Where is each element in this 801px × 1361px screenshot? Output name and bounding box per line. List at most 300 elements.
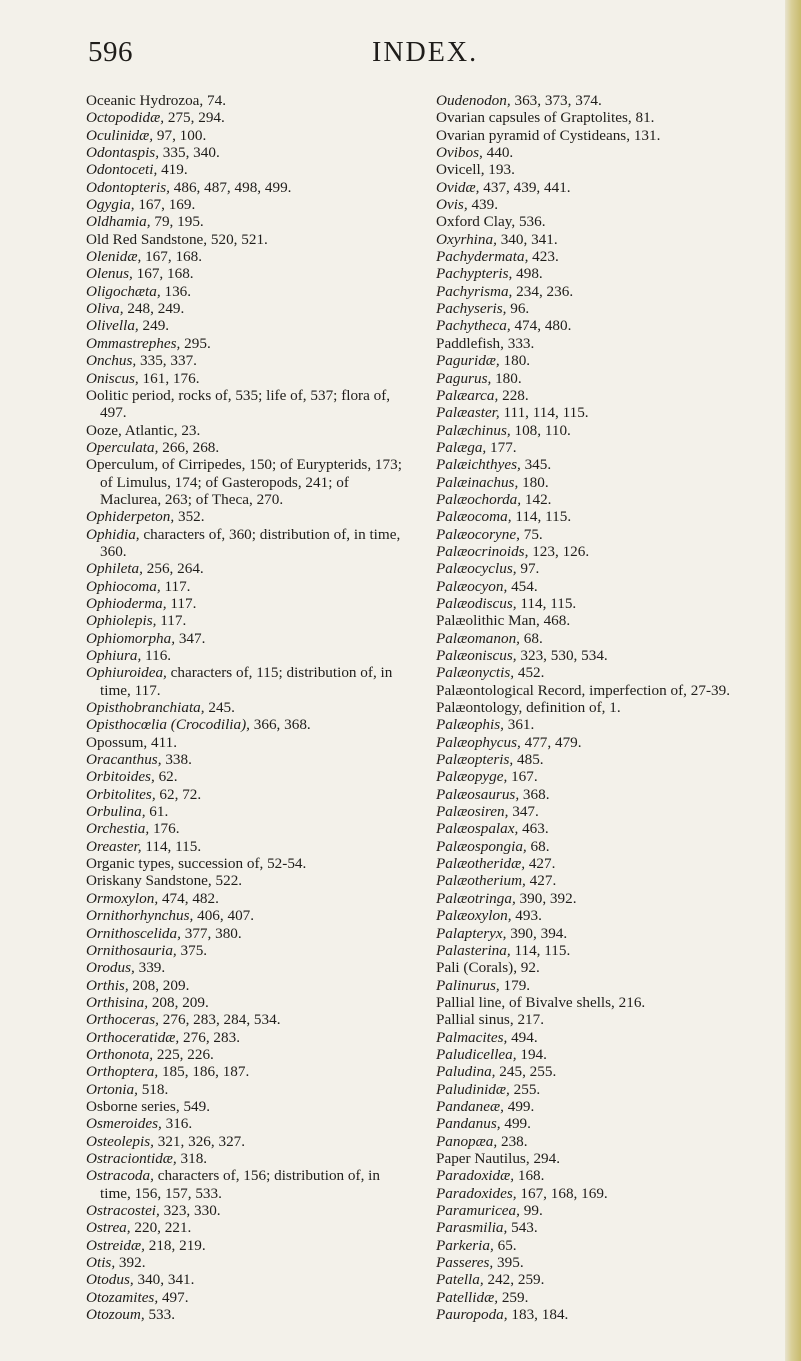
index-page-refs: 318. [176, 1149, 208, 1167]
index-page-refs: of Cirripedes, 150; of Eurypterids, 173; of Limulus, 174; of Gasteropods, 241; of Maclurea, 263; of Theca, 270. [100, 456, 402, 508]
index-page-refs: 395. [493, 1254, 524, 1272]
index-term: Ovibos, [436, 144, 483, 162]
index-term: Operculum, [86, 456, 159, 474]
index-entry [86, 1219, 411, 1236]
index-entry [436, 1167, 772, 1184]
index-entry [436, 907, 772, 924]
index-page-refs: 377, 380. [180, 924, 242, 942]
index-term: Opossum, [86, 733, 148, 751]
index-page-refs: 131. [630, 126, 661, 144]
index-term: Ovarian pyramid of Cystideans, [436, 126, 631, 144]
index-entry [436, 942, 772, 959]
index-page-refs: 276, 283, 284, 534. [158, 1011, 281, 1029]
index-page-refs: 123, 126. [528, 542, 590, 560]
index-term: Orbulina, [86, 803, 146, 821]
index-term: Oracanthus, [86, 751, 162, 769]
index-page-refs: 366, 368. [249, 716, 311, 734]
index-term: Ophiocoma, [86, 577, 161, 595]
index-page-refs: 347. [175, 629, 206, 647]
index-term: Passeres, [436, 1254, 494, 1272]
index-term: Otis, [86, 1254, 116, 1272]
index-page-refs: 218, 219. [144, 1236, 206, 1254]
index-term: Palmacites, [436, 1028, 508, 1046]
index-entry [86, 526, 411, 561]
index-entry [436, 127, 772, 144]
index-entry [436, 734, 772, 751]
index-entry [436, 595, 772, 612]
index-term: Ostrea, [86, 1219, 131, 1237]
index-entry [86, 1081, 411, 1098]
index-term: Oceanic Hydrozoa, [86, 92, 204, 109]
index-entry [436, 265, 772, 282]
index-term: Oudenodon, [436, 92, 511, 109]
index-entry [86, 1306, 411, 1323]
index-term: Palasterina, [436, 941, 511, 959]
index-term: Palæotherium, [436, 872, 526, 890]
index-page-refs: 185, 186, 187. [158, 1063, 250, 1081]
index-entry [86, 872, 411, 889]
index-entry [86, 630, 411, 647]
index-entry [436, 283, 772, 300]
index-page-refs: 340, 341. [496, 230, 558, 248]
index-page-refs: 167, 168, 169. [516, 1184, 608, 1202]
index-page-refs: 68. [526, 837, 550, 855]
index-term: Pandanus, [436, 1115, 501, 1133]
index-entry [436, 578, 772, 595]
index-page-refs: 347. [508, 803, 539, 821]
index-page-refs: 419. [157, 161, 188, 179]
index-entry [86, 387, 411, 422]
index-entry [86, 595, 411, 612]
index-term: Palæotheridæ, [436, 855, 526, 873]
index-entry [86, 560, 411, 577]
index-entry [86, 248, 411, 265]
index-entry [86, 92, 411, 109]
index-entry [86, 768, 411, 785]
index-entry [436, 768, 772, 785]
index-term: Orthoceratidæ, [86, 1028, 180, 1046]
index-term: Parkeria, [436, 1236, 494, 1254]
index-page-refs: 259. [498, 1288, 529, 1306]
index-page-refs: 266, 268. [158, 438, 220, 456]
index-page-refs: 275, 294. [164, 109, 225, 127]
index-entry [86, 977, 411, 994]
index-page-refs: 208, 209. [128, 976, 190, 994]
index-term: Pauropoda, [436, 1306, 508, 1324]
index-page-refs: 392. [115, 1254, 146, 1272]
index-term: Osteolepis, [86, 1132, 154, 1150]
index-entry [436, 1046, 772, 1063]
index-page-refs: 114, 115. [141, 837, 202, 855]
index-entry [436, 872, 772, 889]
index-entry [436, 977, 772, 994]
page-number: 596 [88, 36, 133, 68]
index-term: Oxford Clay, [436, 213, 516, 231]
index-entry [436, 248, 772, 265]
index-entry [436, 335, 772, 352]
index-term: Orthonota, [86, 1045, 154, 1063]
index-entry [86, 1167, 411, 1202]
index-term: Pagurus, [436, 369, 492, 387]
index-page-refs: 486, 487, 498, 499. [169, 178, 292, 196]
index-page-refs: 497. [158, 1288, 189, 1306]
index-entry [436, 179, 772, 196]
index-entry [436, 699, 772, 716]
index-page-refs: 439. [467, 196, 499, 214]
index-page-refs: 193. [484, 161, 515, 179]
index-entry [436, 526, 772, 543]
index-entry [86, 664, 411, 699]
index-entry [436, 161, 772, 178]
index-entry [436, 890, 772, 907]
index-page-refs: 522. [211, 872, 243, 890]
index-entry [436, 716, 772, 733]
index-page-refs: 234, 236. [512, 282, 574, 300]
index-entry [436, 439, 772, 456]
index-page-refs: 62, 72. [155, 785, 202, 803]
index-page-refs: 208, 209. [148, 993, 209, 1011]
index-page-refs: 81. [631, 109, 655, 127]
index-entry [436, 491, 772, 508]
index-entry [436, 508, 772, 525]
index-page-refs: 316. [161, 1115, 193, 1133]
index-term: Paradoxides, [436, 1184, 517, 1202]
index-column-left [86, 92, 411, 1323]
index-term: Oliva, [86, 300, 124, 318]
page-title: INDEX. [372, 37, 479, 68]
index-page-refs: 390, 392. [515, 889, 577, 907]
index-term: Orbitolites, [86, 785, 156, 803]
index-entry [436, 1289, 772, 1306]
index-page-refs: 339. [134, 959, 166, 977]
index-term: Palæarca, [436, 386, 499, 404]
index-term: Ornithosauria, [86, 941, 177, 959]
index-entry [86, 1011, 411, 1028]
index-entry [436, 1219, 772, 1236]
index-entry [86, 422, 411, 439]
index-page-refs: 167, 169. [134, 196, 196, 214]
index-term: Ostracoda, [86, 1167, 154, 1185]
index-page-refs: 68. [519, 629, 543, 647]
index-entry [86, 647, 411, 664]
index-entry [436, 838, 772, 855]
index-page-refs: 335, 340. [159, 144, 220, 162]
index-page-refs: 518. [137, 1080, 169, 1098]
index-term: Palæodiscus, [436, 594, 517, 612]
index-column-right [436, 92, 772, 1323]
index-page-refs: characters of, 115; distribution of, in time, 117. [100, 664, 393, 699]
index-term: Opisthobranchiata, [86, 699, 205, 717]
index-entry [86, 109, 411, 126]
index-term: Ophidia, [86, 525, 140, 543]
index-page-refs: 333. [503, 334, 535, 352]
index-entry [86, 231, 411, 248]
index-entry [86, 439, 411, 456]
index-page-refs: 352. [174, 508, 205, 526]
index-page-refs: 406, 407. [193, 907, 255, 925]
index-entry [86, 612, 411, 629]
index-page-refs: 242, 259. [483, 1271, 545, 1289]
index-entry [436, 456, 772, 473]
index-page-refs: characters of, 156; distribution of, in time, 156, 157, 533. [100, 1167, 380, 1202]
index-term: Palæocoryne, [436, 525, 520, 543]
index-page-refs: 499. [503, 1097, 535, 1115]
index-entry [436, 1081, 772, 1098]
index-page-refs: succession of, 52-54. [174, 855, 307, 873]
index-term: Palæospalax, [436, 820, 519, 838]
index-page-refs: 294. [529, 1149, 561, 1167]
index-page-refs: 117. [156, 612, 187, 630]
index-term: Ogygia, [86, 196, 135, 214]
index-page-refs: 390, 394. [506, 924, 568, 942]
index-term: Orbitoides, [86, 768, 155, 786]
index-page-refs: 498. [512, 265, 543, 283]
index-entry [436, 682, 772, 699]
index-page-refs: 248, 249. [123, 300, 185, 318]
index-term: Ovicell, [436, 161, 485, 179]
index-page-refs: 194. [516, 1045, 547, 1063]
index-entry [436, 1185, 772, 1202]
index-entry [436, 925, 772, 942]
index-entry [86, 1254, 411, 1271]
index-page-refs: 23. [177, 421, 201, 439]
index-term: Oreaster, [86, 837, 142, 855]
index-page-refs: 180. [518, 473, 549, 491]
index-page-refs: 454. [507, 577, 538, 595]
index-term: Pachyseris, [436, 300, 507, 318]
index-term: Oligochæta, [86, 282, 161, 300]
index-entry [436, 144, 772, 161]
index-entry [436, 560, 772, 577]
index-page-refs: 114, 115. [516, 594, 577, 612]
index-page-refs: 111, 114, 115. [499, 404, 589, 422]
index-term: Ooze, Atlantic, [86, 421, 178, 439]
index-page-refs: 536. [515, 213, 546, 231]
index-term: Ostracostei, [86, 1202, 160, 1219]
index-term: Palæoniscus, [436, 647, 517, 664]
index-term: Ommastrephes, [86, 334, 181, 352]
index-term: Palapteryx, [436, 924, 507, 942]
index-page-refs: rocks of, 535; life of, 537; flora of, 497. [100, 386, 391, 422]
index-term: Oldhamia, [86, 213, 151, 231]
index-page-refs: 533. [144, 1306, 176, 1324]
index-term: Paper Nautilus, [436, 1149, 530, 1167]
index-entry [86, 1202, 411, 1219]
index-page-refs: of Bivalve shells, 216. [505, 993, 646, 1011]
index-page-refs: 136. [160, 282, 192, 300]
index-term: Palæichthyes, [436, 456, 521, 474]
index-entry [86, 335, 411, 352]
index-entry [86, 1029, 411, 1046]
index-term: Paramuricea, [436, 1202, 520, 1219]
index-entry [86, 716, 411, 733]
index-term: Ostreidæ, [86, 1236, 145, 1254]
index-page-refs: 520, 521. [207, 230, 268, 248]
index-page-refs: 276, 283. [179, 1028, 240, 1046]
index-page-refs: 249. [138, 317, 170, 335]
index-entry [436, 474, 772, 491]
index-page-refs: 468. [539, 612, 571, 630]
index-term: Onchus, [86, 352, 137, 370]
index-entry [86, 820, 411, 837]
index-entry [436, 1115, 772, 1132]
index-term: Orthis, [86, 976, 129, 994]
index-term: Pachytheca, [436, 317, 511, 335]
index-page-refs: 183, 184. [507, 1306, 569, 1324]
index-term: Oolitic period, [86, 386, 175, 404]
index-term: Paludicellea, [436, 1045, 517, 1063]
index-page-refs: 427. [525, 855, 556, 873]
index-page-refs: 62. [154, 768, 178, 786]
index-term: Orthoptera, [86, 1063, 159, 1081]
index-entry [436, 404, 772, 421]
index-entry [86, 1150, 411, 1167]
index-term: Palæopteris, [436, 751, 514, 769]
index-page-refs: 363, 373, 374. [510, 92, 602, 109]
index-page-refs: 335, 337. [136, 352, 197, 370]
index-page-refs: 108, 110. [510, 421, 571, 439]
index-page-refs: 499. [500, 1115, 531, 1133]
index-term: Patella, [436, 1271, 484, 1289]
index-term: Paguridæ, [436, 352, 500, 370]
index-page-refs: 427. [525, 872, 557, 890]
index-page-refs: 97, 100. [153, 126, 207, 144]
index-entry [436, 994, 772, 1011]
index-entry [436, 1063, 772, 1080]
index-term: Paludinidæ, [436, 1080, 510, 1098]
index-entry [86, 127, 411, 144]
index-term: Pachypteris, [436, 265, 513, 283]
index-entry [86, 751, 411, 768]
index-entry [86, 179, 411, 196]
index-term: Orodus, [86, 959, 135, 977]
index-term: Palæoxylon, [436, 907, 512, 925]
index-term: Panopæa, [436, 1132, 498, 1150]
index-entry [86, 803, 411, 820]
index-entry [86, 352, 411, 369]
index-entry [436, 196, 772, 213]
index-page-refs: 61. [145, 803, 169, 821]
index-entry [86, 300, 411, 317]
index-term: Ovidæ, [436, 178, 480, 196]
index-entry [86, 456, 411, 508]
index-entry [86, 1237, 411, 1254]
index-entry [86, 213, 411, 230]
index-page-refs: 65. [493, 1236, 517, 1254]
index-page-refs: 142. [521, 490, 552, 508]
index-entry [86, 699, 411, 716]
index-term: Palæomanon, [436, 629, 520, 647]
index-term: Oniscus, [86, 369, 139, 387]
index-term: Palæaster, [436, 404, 500, 422]
index-page-refs: 485. [513, 751, 544, 769]
index-term: Paradoxidæ, [436, 1167, 515, 1185]
index-entry [436, 855, 772, 872]
index-page-refs: 549. [179, 1097, 211, 1115]
index-entry [86, 994, 411, 1011]
index-term: Ophiura, [86, 647, 142, 664]
index-term: Pachydermata, [436, 248, 529, 266]
index-entry [436, 1306, 772, 1323]
index-term: Ophioderma, [86, 594, 167, 612]
index-entry [436, 1202, 772, 1219]
index-entry [86, 1271, 411, 1288]
index-term: Octopodidæ, [86, 109, 165, 127]
index-entry [436, 1237, 772, 1254]
index-term: Palæontological Record, [436, 681, 586, 699]
index-term: Olenus, [86, 265, 133, 283]
index-page-refs: 79, 195. [150, 213, 204, 231]
index-page-refs: 463. [518, 820, 549, 838]
index-entry [86, 317, 411, 334]
index-page-refs: 167, 168. [141, 248, 203, 266]
index-page-refs: 96. [506, 300, 530, 318]
index-entry [436, 751, 772, 768]
index-entry [436, 213, 772, 230]
index-entry [436, 664, 772, 681]
index-term: Ornithorhynchus, [86, 907, 194, 925]
index-term: Orthoceras, [86, 1011, 159, 1029]
index-term: Palæotringa, [436, 889, 516, 907]
index-page-refs: 368. [519, 785, 550, 803]
index-entry [86, 161, 411, 178]
index-entry [86, 578, 411, 595]
index-term: Pandaneæ, [436, 1097, 504, 1115]
index-term: Ophileta, [86, 560, 143, 578]
index-term: Palæocrinoids, [436, 542, 529, 560]
index-term: Palæga, [436, 438, 487, 456]
index-term: Osborne series, [86, 1097, 180, 1115]
index-page-refs: 437, 439, 441. [479, 178, 571, 196]
index-term: Ormoxylon, [86, 889, 159, 907]
index-page-refs: 256, 264. [142, 560, 204, 578]
index-page-refs: imperfection of, 27-39. [585, 681, 730, 699]
index-entry [86, 734, 411, 751]
index-page-refs: 361. [503, 716, 535, 734]
index-entry [436, 543, 772, 560]
index-entry [436, 1011, 772, 1028]
index-page-refs: 161, 176. [138, 369, 200, 387]
index-entry [436, 786, 772, 803]
index-term: Oxyrhina, [436, 230, 497, 248]
index-term: Ortonia, [86, 1080, 138, 1098]
index-term: Olenidæ, [86, 248, 142, 266]
index-term: Pallial line, [436, 993, 506, 1011]
index-page-refs: 228. [498, 386, 529, 404]
index-entry [436, 92, 772, 109]
index-term: Palæosaurus, [436, 785, 520, 803]
index-page-refs: 114, 115. [510, 941, 571, 959]
index-term: Palæocoma, [436, 508, 512, 526]
index-term: Palæophycus, [436, 733, 521, 751]
index-page-refs: 167. [507, 768, 538, 786]
index-page-refs: 167, 168. [132, 265, 194, 283]
index-page-refs: 177. [486, 438, 517, 456]
index-term: Palæinachus, [436, 473, 519, 491]
index-entry [436, 300, 772, 317]
index-entry [436, 1271, 772, 1288]
index-page-refs: 74. [203, 92, 227, 109]
index-entry [436, 109, 772, 126]
index-entry [436, 803, 772, 820]
index-term: Paddlefish, [436, 334, 504, 352]
index-page-refs: 99. [519, 1202, 543, 1219]
index-page-refs: 474, 482. [158, 889, 219, 907]
index-entry [436, 231, 772, 248]
index-term: Orchestia, [86, 820, 150, 838]
index-page-refs: 220, 221. [130, 1219, 192, 1237]
index-page-refs: 75. [519, 525, 543, 543]
